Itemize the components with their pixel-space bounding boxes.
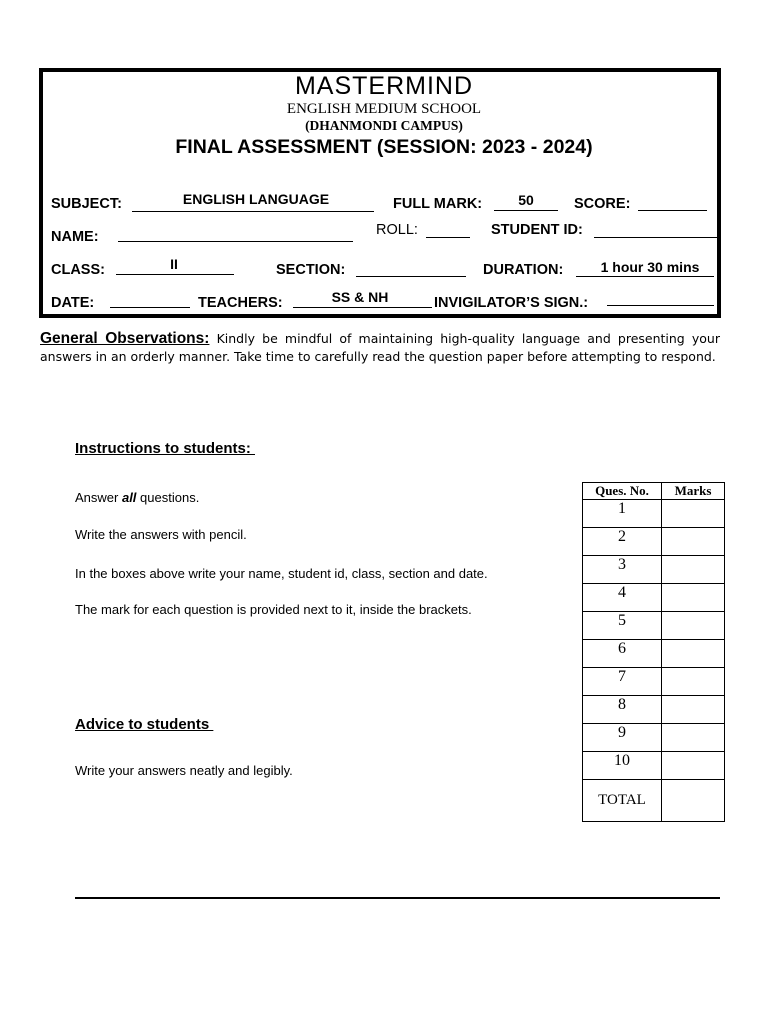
instruction-item-4: The mark for each question is provided next to it, inside the brackets.: [75, 602, 472, 617]
marks-cell[interactable]: [662, 640, 725, 668]
name-line[interactable]: [118, 241, 353, 242]
observations-text: Kindly be mindful of maintaining high-quality language and presenting your answers in an orderly manner. Take time to carefully read the question paper before attempting to respond.: [40, 331, 720, 364]
total-row: [583, 780, 725, 822]
date-label: DATE:: [51, 295, 95, 311]
score-label: SCORE:: [574, 196, 631, 212]
full-mark-line[interactable]: [494, 210, 558, 211]
marks-table: [582, 482, 725, 822]
section-line[interactable]: [356, 276, 466, 277]
teachers-value: SS & NH: [331, 289, 389, 305]
instruction-item-1-before: Answer: [75, 490, 122, 505]
roll-label: ROLL:: [376, 222, 418, 238]
question-number-cell: 9: [583, 724, 662, 752]
table-row: [583, 556, 725, 584]
question-number-cell: 4: [583, 584, 662, 612]
subject-line[interactable]: [132, 211, 374, 212]
total-marks-cell[interactable]: [662, 780, 725, 822]
marks-cell[interactable]: [662, 696, 725, 724]
table-row: [583, 640, 725, 668]
student-id-line[interactable]: [594, 237, 717, 238]
teachers-label: TEACHERS:: [198, 295, 283, 311]
question-number-cell: 10: [583, 752, 662, 780]
date-line[interactable]: [110, 307, 190, 308]
duration-value: 1 hour 30 mins: [600, 259, 700, 275]
table-row: [583, 500, 725, 528]
table-row: [583, 668, 725, 696]
campus-name: (DHANMONDI CAMPUS): [305, 118, 463, 133]
marks-cell[interactable]: [662, 584, 725, 612]
marks-cell[interactable]: [662, 612, 725, 640]
table-row: [583, 528, 725, 556]
marks-cell[interactable]: [662, 752, 725, 780]
score-line[interactable]: [638, 210, 707, 211]
class-label: CLASS:: [51, 262, 105, 278]
total-label: TOTAL: [583, 780, 662, 822]
marks-cell[interactable]: [662, 724, 725, 752]
subject-label: SUBJECT:: [51, 196, 122, 212]
duration-label: DURATION:: [483, 262, 564, 278]
instructions-title: Instructions to students:: [75, 440, 255, 457]
question-number-cell: 5: [583, 612, 662, 640]
duration-line[interactable]: [576, 276, 714, 277]
instruction-item-1-after: questions.: [136, 490, 200, 505]
observations-lead: General Observations:: [40, 330, 210, 347]
marks-header: Marks: [662, 483, 725, 500]
question-number-header: Ques. No.: [583, 483, 662, 500]
name-label: NAME:: [51, 229, 99, 245]
question-number-cell: 7: [583, 668, 662, 696]
invigilator-line[interactable]: [607, 305, 714, 306]
full-mark-value: 50: [518, 192, 534, 208]
invigilator-label: INVIGILATOR’S SIGN.:: [434, 295, 589, 311]
table-row: [583, 696, 725, 724]
exam-title: FINAL ASSESSMENT (SESSION: 2023 - 2024): [175, 136, 593, 158]
general-observations: [40, 330, 720, 366]
question-number-cell: 6: [583, 640, 662, 668]
question-number-cell: 8: [583, 696, 662, 724]
question-number-cell: 2: [583, 528, 662, 556]
subject-value: ENGLISH LANGUAGE: [182, 191, 330, 207]
roll-line[interactable]: [426, 237, 470, 238]
marks-cell[interactable]: [662, 500, 725, 528]
table-row: [583, 612, 725, 640]
school-type: ENGLISH MEDIUM SCHOOL: [286, 101, 482, 117]
marks-table-header: [583, 483, 725, 500]
table-row: [583, 724, 725, 752]
student-id-label: STUDENT ID:: [491, 222, 583, 238]
class-line[interactable]: [116, 274, 234, 275]
question-number-cell: 1: [583, 500, 662, 528]
full-mark-label: FULL MARK:: [393, 196, 483, 212]
advice-title: Advice to students: [75, 716, 214, 733]
instruction-item-1-emph: all: [121, 490, 137, 505]
question-number-cell: 3: [583, 556, 662, 584]
marks-cell[interactable]: [662, 528, 725, 556]
class-value: II: [170, 256, 178, 272]
instruction-item-2: Write the answers with pencil.: [75, 527, 247, 542]
marks-cell[interactable]: [662, 556, 725, 584]
instruction-item-1: [75, 490, 199, 505]
teachers-line[interactable]: [293, 307, 432, 308]
advice-item-1: Write your answers neatly and legibly.: [75, 763, 293, 778]
section-label: SECTION:: [276, 262, 346, 278]
table-row: [583, 584, 725, 612]
instruction-item-3: In the boxes above write your name, student id, class, section and date.: [75, 566, 488, 581]
bottom-divider: [75, 897, 720, 899]
table-row: [583, 752, 725, 780]
school-name: MASTERMIND: [294, 72, 474, 100]
marks-cell[interactable]: [662, 668, 725, 696]
